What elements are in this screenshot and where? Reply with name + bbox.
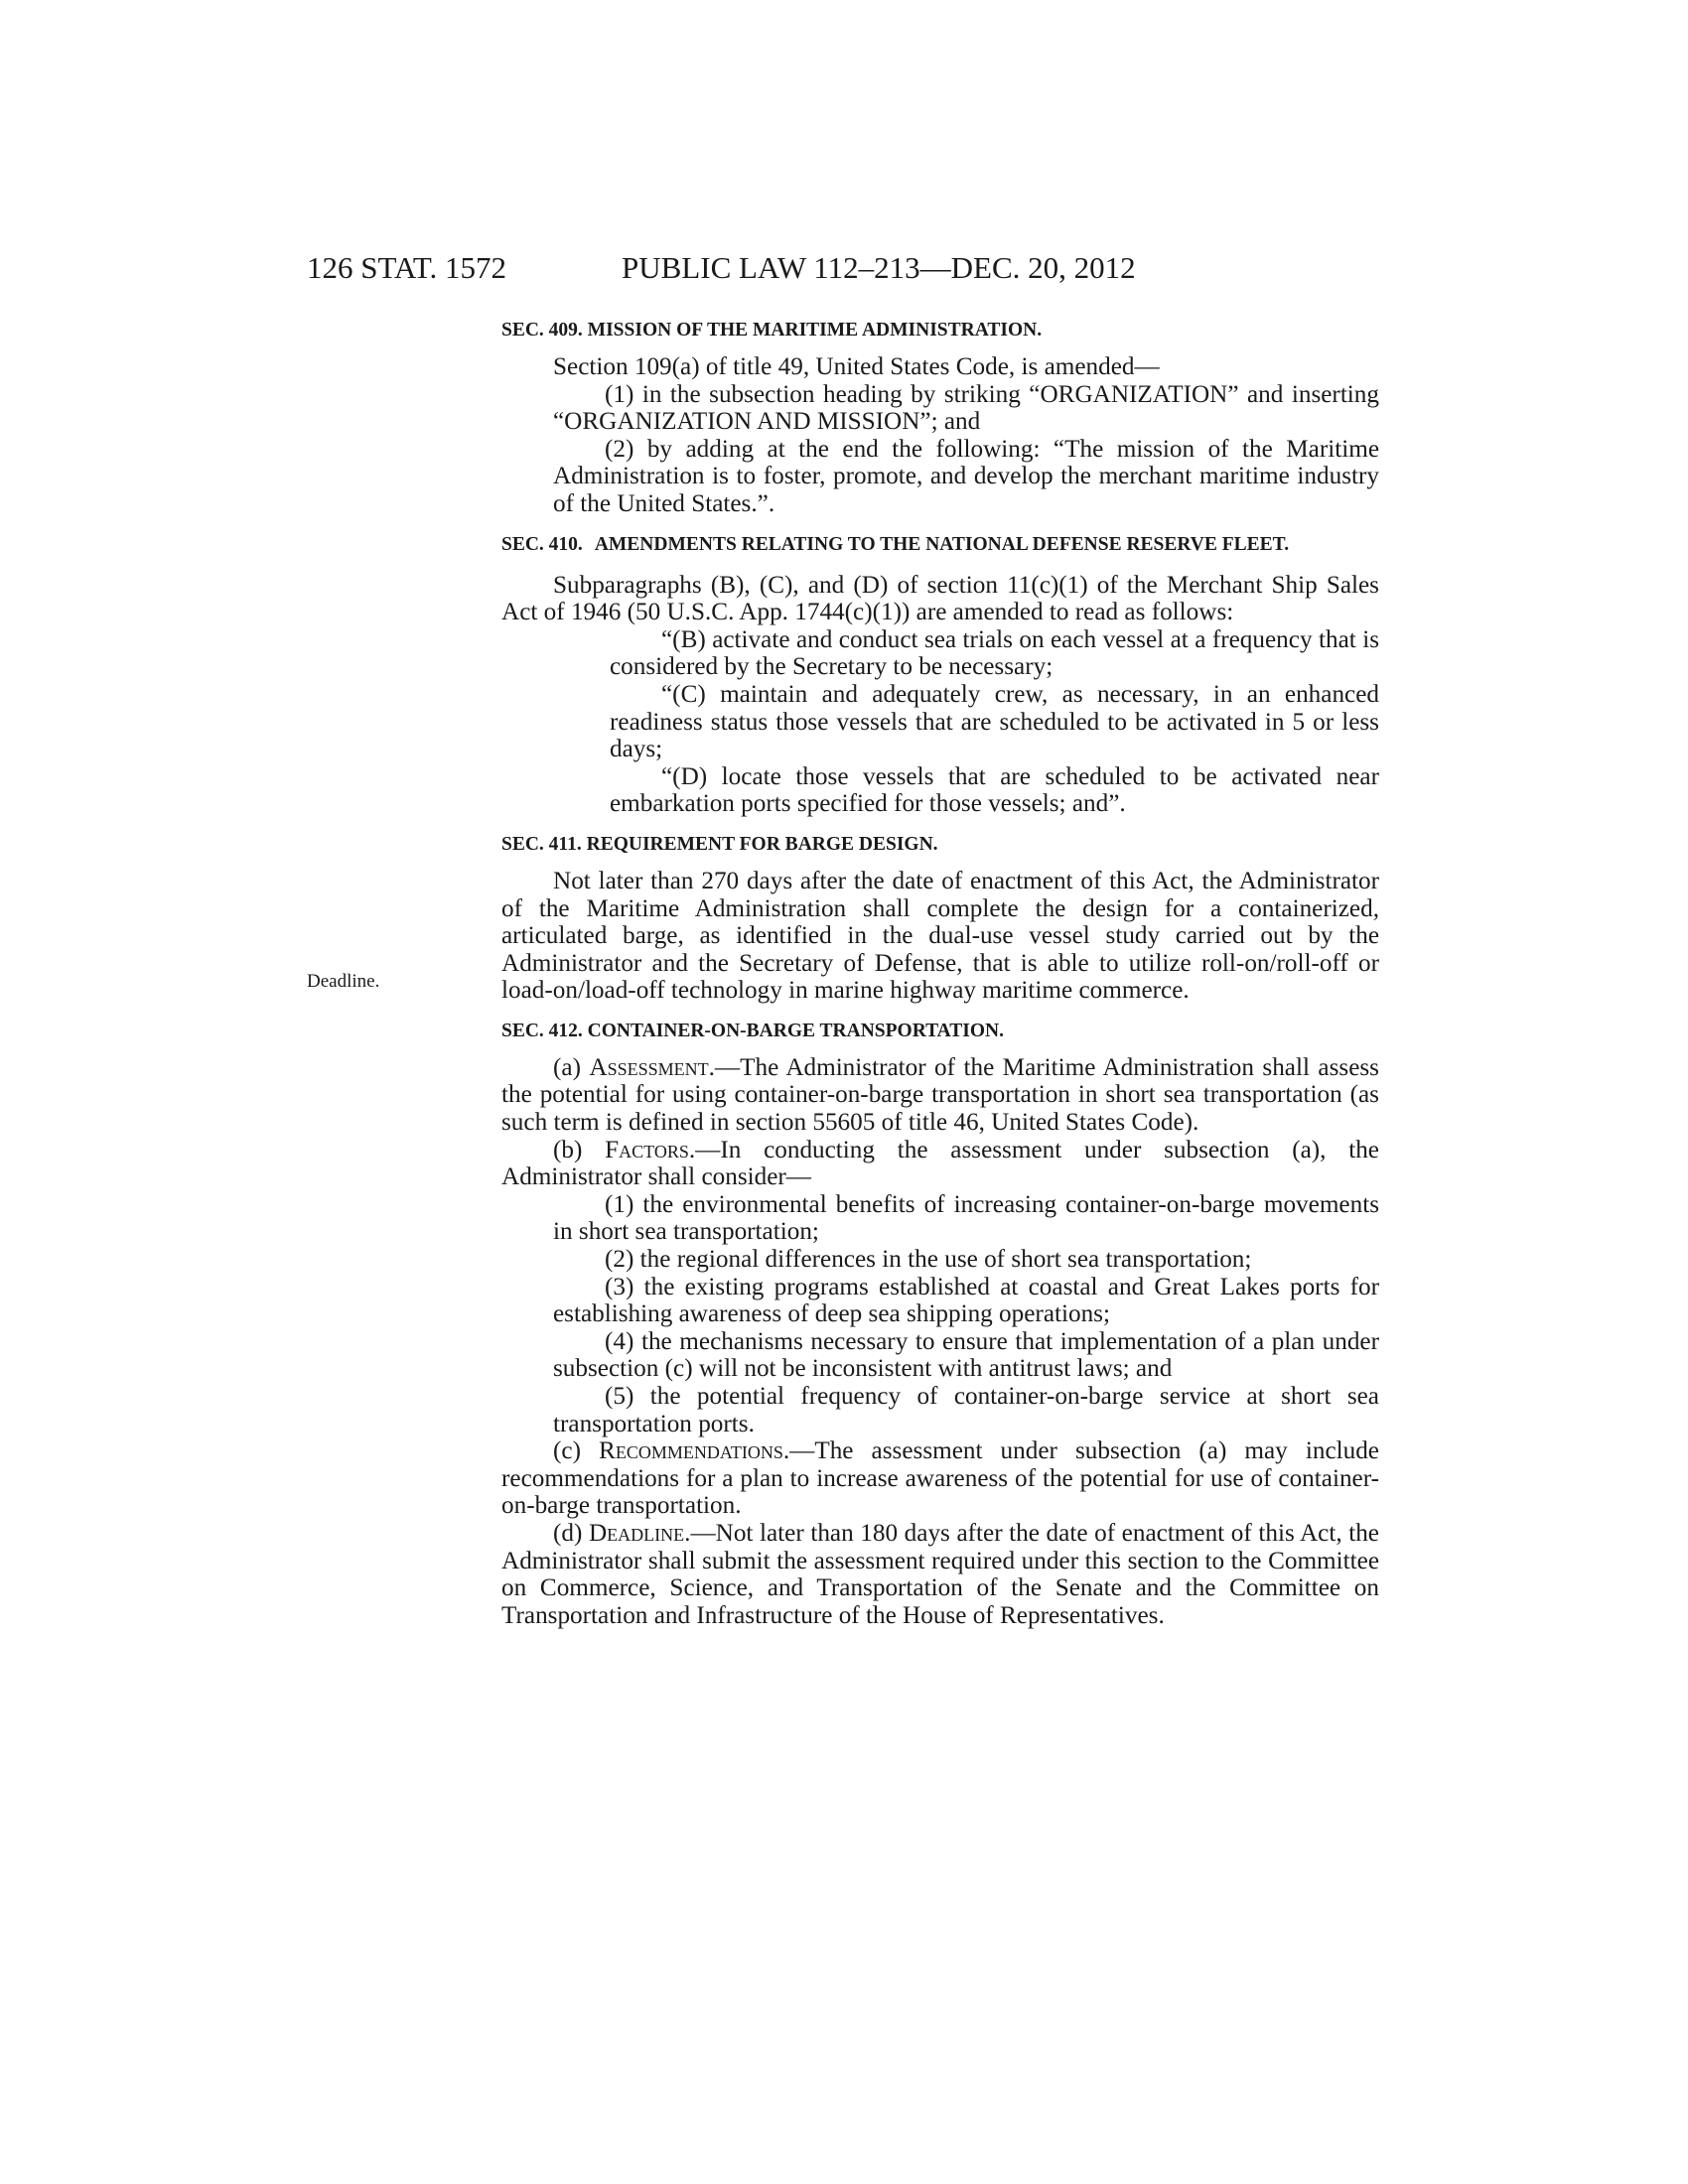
sec-410-number: SEC. 410.: [501, 533, 583, 555]
stat-citation: 126 STAT. 1572: [307, 250, 507, 285]
sec-412-factor-5: (5) the potential frequency of container-on-barge service at short sea transportation ports.: [553, 1383, 1379, 1437]
sec-411-body: Not later than 270 days after the date of enactment of this Act, the Administrator of the Maritime Administration shall complete the design for a containerized, articulated barge, as identified in the dual-use vessel study carried out by the Administrator and the Secretary of Defense, that is able to utilize roll-on/roll-off or load-on/load-off technology in marine highway maritime commerce.: [501, 867, 1379, 1005]
sec-412-factor-4: (4) the mechanisms necessary to ensure that implementation of a plan under subsection (c) will not be inconsistent with antitrust laws; and: [553, 1327, 1379, 1383]
sec-410-subpara-c: “(C) maintain and adequately crew, as necessary, in an enhanced readiness status those vessels that are scheduled to be activated in 5 or less days;: [610, 680, 1379, 763]
sec-412-factor-3: (3) the existing programs established at coastal and Great Lakes ports for establishing awareness of deep sea shipping operations;: [553, 1273, 1379, 1328]
sec-410-intro: Subparagraphs (B), (C), and (D) of section 11(c)(1) of the Merchant Ship Sales Act of 1946 (50 U.S.C. App. 1744(c)(1)) are amended to read as follows:: [501, 571, 1379, 626]
sec-409-intro: Section 109(a) of title 49, United States Code, is amended—: [553, 353, 1160, 380]
margin-note-deadline: Deadline.: [307, 971, 380, 992]
sec-412-subsection-a: (a) Assessment.—The Administrator of the Maritime Administration shall assess the potential for using container-on-barge transportation in short sea transportation (as such term is defined in section 55605 of title 46, United States Code).: [501, 1053, 1379, 1137]
sec-410-subpara-b: “(B) activate and conduct sea trials on each vessel at a frequency that is considered by the Secretary to be necessary;: [610, 625, 1379, 681]
sec-409-heading: SEC. 409. MISSION OF THE MARITIME ADMINISTRATION.: [501, 320, 1043, 341]
law-citation: PUBLIC LAW 112–213—DEC. 20, 2012: [622, 250, 1136, 285]
page-header: [0, 250, 1688, 290]
sec-412-heading: SEC. 412. CONTAINER-ON-BARGE TRANSPORTATION.: [501, 1020, 1005, 1041]
sec-410-subpara-d: “(D) locate those vessels that are scheduled to be activated near embarkation ports specified for those vessels; and”.: [610, 762, 1379, 818]
sec-411-heading: SEC. 411. REQUIREMENT FOR BARGE DESIGN.: [501, 833, 938, 855]
sec-409-item-2: (2) by adding at the end the following: “The mission of the Maritime Administration is to foster, promote, and develop the merchant maritime industry of the United States.”.: [553, 435, 1379, 517]
sec-410-title: AMENDMENTS RELATING TO THE NATIONAL DEFENSE RESERVE FLEET.: [594, 533, 1290, 555]
sec-412-subsection-c: (c) Recommendations.—The assessment under subsection (a) may include recommendations for a plan to increase awareness of the potential for use of container-on-barge transportation.: [501, 1437, 1379, 1520]
sec-412-factor-1: (1) the environmental benefits of increasing container-on-barge movements in short sea transportation;: [553, 1190, 1379, 1246]
sec-410-heading: [501, 532, 1379, 558]
sec-412-subsection-b: (b) Factors.—In conducting the assessment under subsection (a), the Administrator shall consider—: [501, 1136, 1379, 1191]
sec-409-item-1: (1) in the subsection heading by striking “ORGANIZATION” and inserting “ORGANIZATION AND MISSION”; and: [553, 380, 1379, 436]
page-body: [501, 318, 1379, 1629]
sec-412-subsection-d: (d) Deadline.—Not later than 180 days after the date of enactment of this Act, the Administrator shall submit the assessment required under this section to the Committee on Commerce, Science, and Transportation of the Senate and the Committee on Transportation and Infrastructure of the House of Representatives.: [501, 1519, 1379, 1629]
sec-412-factor-2: (2) the regional differences in the use of short sea transportation;: [605, 1246, 1252, 1274]
